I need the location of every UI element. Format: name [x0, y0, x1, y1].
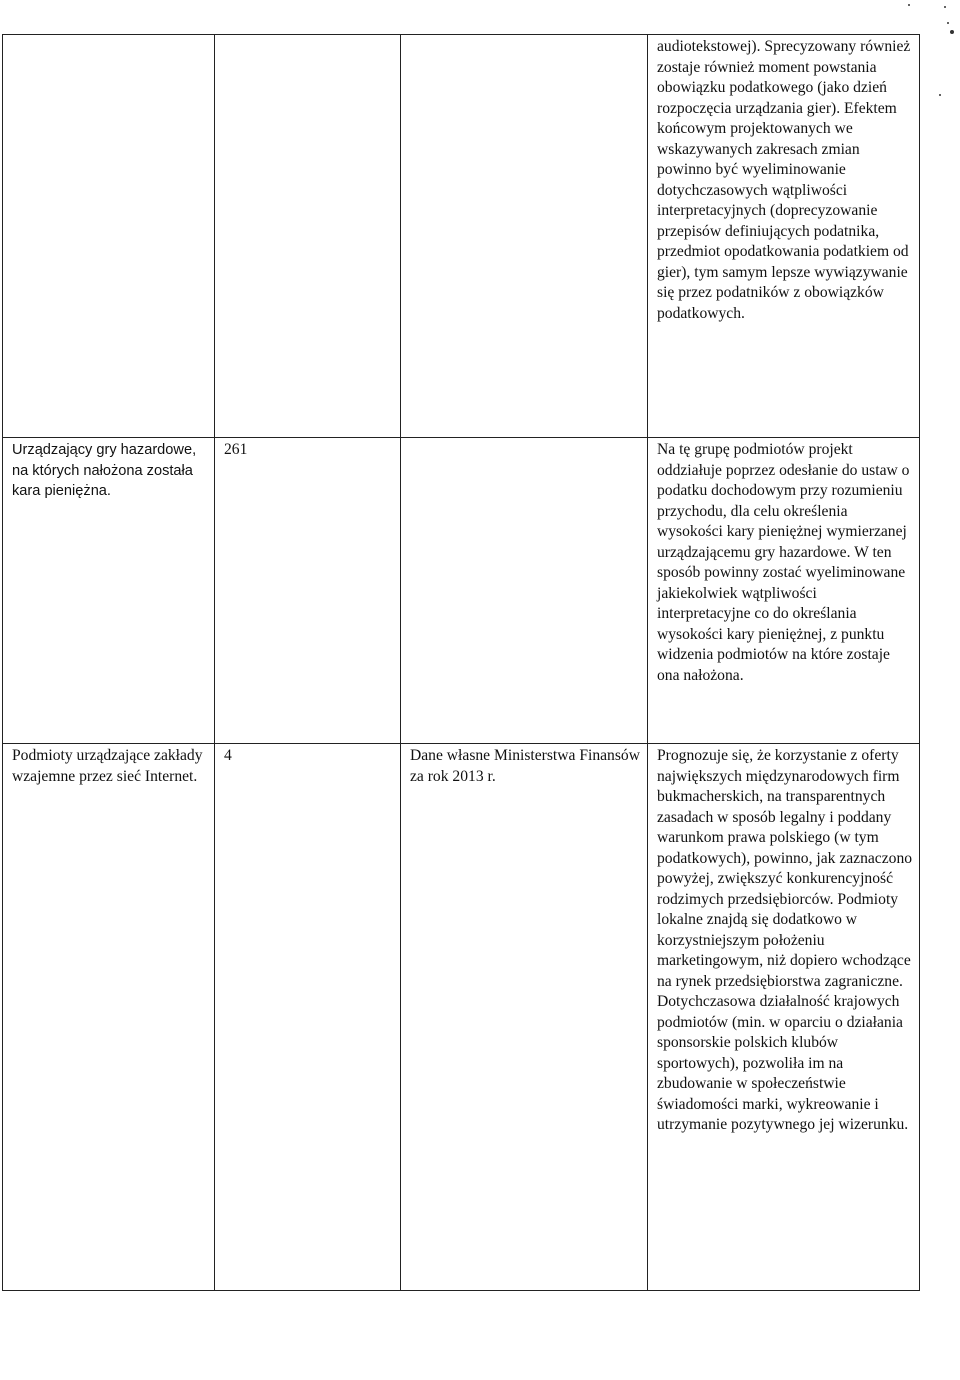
scan-speck [950, 30, 954, 34]
group-text: Urządzający gry hazardowe, na których nałożona została kara pieniężna. [12, 442, 197, 499]
size-text [215, 35, 400, 37]
scan-specks [900, 0, 960, 120]
scan-speck [944, 6, 946, 8]
source-cell [401, 35, 648, 438]
group-cell [3, 438, 215, 744]
impact-cell [648, 35, 920, 438]
impact-cell [648, 438, 920, 744]
size-text: 4 [224, 747, 232, 764]
size-cell [215, 35, 401, 438]
source-text: Dane własne Ministerstwa Finansów za rok 2013 r. [410, 747, 640, 785]
source-cell [401, 438, 648, 744]
group-text: Podmioty urządzające zakłady wzajemne przez sieć Internet. [12, 747, 203, 785]
size-cell [215, 744, 401, 1291]
scan-speck [939, 94, 941, 96]
source-text [401, 35, 647, 37]
impact-table [2, 34, 920, 1291]
scan-speck [908, 4, 910, 6]
group-text [3, 35, 214, 37]
impact-text: Na tę grupę podmiotów projekt oddziałuje poprzez odesłanie do ustaw o podatku dochodowym przy rozumieniu przychodu, dla celu określenia wysokości kary pieniężnej wymierzanej urządzającemu gry hazardowe. W ten sposób powinny zostać wyeliminowane jakiekolwiek wątpliwości interpretacyjne co do określania wysokości kary pieniężnej, z punktu widzenia podmiotów na które zostaje ona nałożona. [657, 441, 910, 684]
table-row [3, 744, 920, 1291]
impact-text: Prognozuje się, że korzystanie z oferty największych międzynarodowych firm bukmacherskich, na transparentnych zasadach w sposób legalny i poddany warunkom prawa polskiego (w tym podatkowych), powinno, jak zaznaczono powyżej, zwiększyć konkurencyjność rodzimych przedsiębiorców. Podmioty lokalne znajdą się dodatkowo w korzystniejszym położeniu marketingowym, niż dopiero wchodzące na rynek przedsiębiorstwa zagraniczne. Dotychczasowa działalność krajowych podmiotów (min. w oparciu o działania sponsorskie polskich klubów sportowych), pozwoliła im na zbudowanie w społeczeństwie świadomości marki, wykreowanie i utrzymanie pozytywnego jej wizerunku. [657, 747, 913, 1133]
scan-speck [947, 22, 949, 24]
source-cell [401, 744, 648, 1291]
table-row [3, 438, 920, 744]
size-text: 261 [224, 441, 248, 458]
impact-text: audiotekstowej). Sprecyzowany również zostaje również moment powstania obowiązku podatkowego (jako dzień rozpoczęcia urządzania gier). Efektem końcowym projektowanych we wskazywanych zakresach zmian powinno być wyeliminowanie dotychczasowych wątpliwości interpretacyjnych (doprecyzowanie przepisów definiujących podatnika, przedmiot opodatkowania podatkiem od gier), tym samym lepsze wywiązywanie się przez podatników z obowiązków podatkowych. [657, 38, 911, 322]
impact-cell [648, 744, 920, 1291]
table-row [3, 35, 920, 438]
size-cell [215, 438, 401, 744]
group-cell [3, 35, 215, 438]
source-text [401, 438, 647, 440]
group-cell [3, 744, 215, 1291]
